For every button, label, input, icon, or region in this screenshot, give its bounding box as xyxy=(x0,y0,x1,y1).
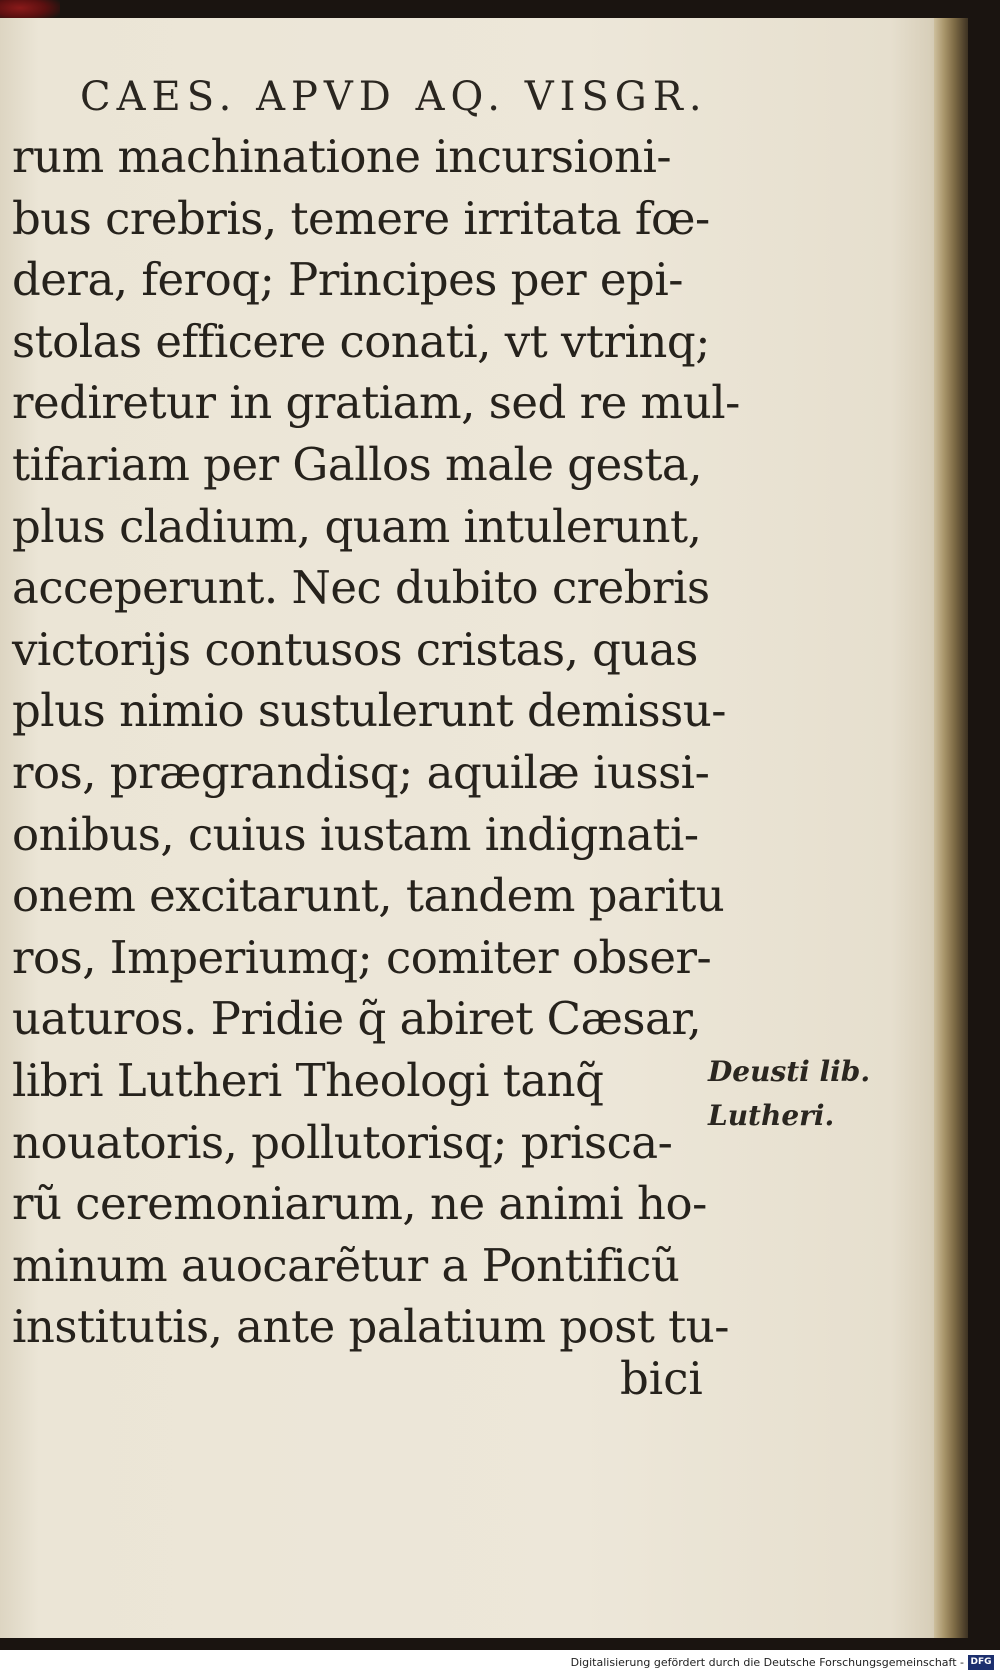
marginal-note-line: Deusti lib. xyxy=(708,1055,871,1088)
text-line: dera, feroq; Principes per epi- xyxy=(12,253,683,307)
dfg-logo: DFG xyxy=(968,1655,994,1670)
book-page xyxy=(0,18,968,1638)
footer-credit: Digitalisierung gefördert durch die Deutsche Forschungsgemeinschaft - xyxy=(570,1656,964,1669)
text-line: acceperunt. Nec dubito crebris xyxy=(12,561,710,615)
marginal-note xyxy=(708,1050,870,1138)
running-head: CAES. APVD AQ. VISGR. xyxy=(80,74,708,120)
text-block xyxy=(12,126,740,1358)
text-line: rediretur in gratiam, sed re mul- xyxy=(12,376,740,430)
text-line: ros, prægrandisq; aquilæ iussi- xyxy=(12,745,710,799)
text-line: rum machinatione incursioni- xyxy=(12,130,672,183)
page-edge-shadow xyxy=(934,18,968,1638)
marginal-note-line: Lutheri. xyxy=(708,1099,835,1132)
text-line: tifariam per Gallos male gesta, xyxy=(12,437,703,491)
catchword: bici xyxy=(620,1352,703,1405)
text-line: libri Lutheri Theologi tanq̃ xyxy=(12,1053,604,1107)
text-line: plus nimio sustulerunt demissu- xyxy=(12,684,726,738)
digitization-footer xyxy=(0,1650,1000,1678)
text-line: ros, Imperiumq; comiter obser- xyxy=(12,930,712,984)
text-line: victorijs contusos cristas, quas xyxy=(12,622,698,676)
text-line: rũ ceremoniarum, ne animi ho- xyxy=(12,1177,707,1231)
text-line: minum auocarẽtur a Pontificũ xyxy=(12,1238,680,1292)
text-line: stolas efficere conati, vt vtrinq; xyxy=(12,314,710,368)
text-line: onem excitarunt, tandem paritu xyxy=(12,869,725,923)
text-line: nouatoris, pollutorisq; prisca- xyxy=(12,1115,673,1169)
text-line: uaturos. Pridie q̃ abiret Cæsar, xyxy=(12,992,702,1046)
text-line: onibus, cuius iustam indignati- xyxy=(12,807,699,861)
text-line: institutis, ante palatium post tu- xyxy=(12,1300,729,1354)
text-line: plus cladium, quam intulerunt, xyxy=(12,499,702,553)
text-line: bus crebris, temere irritata fœ- xyxy=(12,191,710,245)
